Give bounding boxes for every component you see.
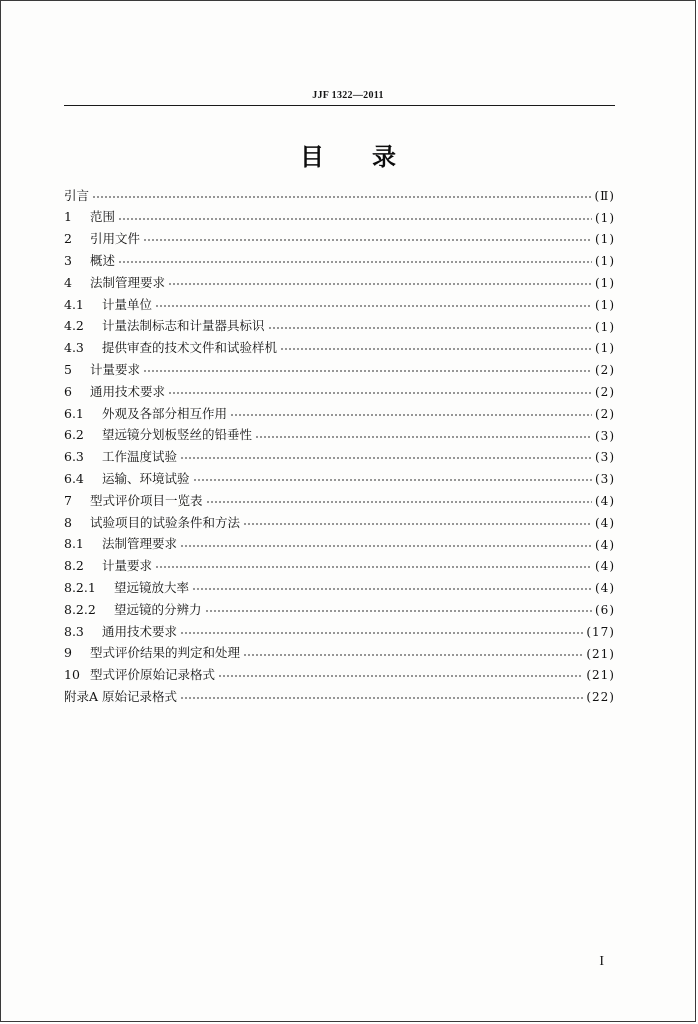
toc-entry[interactable] bbox=[64, 621, 615, 643]
toc-entry-number: 8.2 bbox=[64, 558, 84, 574]
dot-leader bbox=[243, 651, 583, 657]
toc-entry-number: 附录A bbox=[64, 688, 99, 704]
toc-entry-number: 6.3 bbox=[64, 449, 84, 465]
dot-leader bbox=[193, 476, 592, 482]
toc-entry-label bbox=[64, 320, 265, 333]
toc-entry-text: 计量要求 bbox=[90, 362, 141, 378]
toc-entry-number: 6 bbox=[64, 383, 72, 399]
toc-entry-page: (1) bbox=[595, 210, 615, 225]
toc-entry-text: 工作温度试验 bbox=[102, 449, 178, 465]
toc-entry-number: 4.3 bbox=[64, 340, 84, 356]
toc-entry-label bbox=[64, 383, 166, 399]
toc-entry-page: (Ⅱ) bbox=[594, 188, 615, 203]
toc-entry-text: 望远镜放大率 bbox=[114, 579, 190, 595]
toc-entry-page: (2) bbox=[595, 363, 615, 378]
toc-entry[interactable] bbox=[64, 207, 615, 229]
toc-entry[interactable] bbox=[64, 272, 615, 294]
toc-entry-label bbox=[64, 233, 140, 246]
toc-entry[interactable] bbox=[64, 447, 615, 469]
toc-entry-number: 4.1 bbox=[64, 296, 84, 312]
dot-leader bbox=[143, 367, 592, 373]
toc-entry-label bbox=[64, 342, 277, 355]
toc-entry-label bbox=[64, 623, 178, 639]
toc-entry-page: (6) bbox=[595, 603, 615, 618]
toc-entry-text: 型式评价原始记录格式 bbox=[90, 667, 216, 683]
dot-leader bbox=[180, 694, 583, 700]
toc-entry-number: 6.1 bbox=[64, 405, 84, 421]
toc-entry-number: 5 bbox=[64, 362, 72, 378]
toc-entry-label bbox=[64, 296, 153, 312]
toc-entry-page: (1) bbox=[595, 341, 615, 356]
toc-entry-page: (2) bbox=[595, 385, 615, 400]
toc-entry-page: (1) bbox=[595, 319, 615, 334]
toc-entry[interactable] bbox=[64, 534, 615, 556]
toc-entry[interactable] bbox=[64, 643, 615, 665]
toc-entry-number: 7 bbox=[64, 492, 72, 508]
toc-title-char-2: 录 bbox=[372, 143, 396, 171]
toc-entry-text: 通用技术要求 bbox=[102, 623, 178, 639]
toc-entry[interactable] bbox=[64, 556, 615, 578]
toc-entry-text: 引用文件 bbox=[90, 231, 141, 247]
dot-leader bbox=[155, 563, 592, 569]
dot-leader bbox=[118, 258, 592, 264]
toc-entry[interactable] bbox=[64, 490, 615, 512]
toc-entry[interactable] bbox=[64, 294, 615, 316]
dot-leader bbox=[143, 236, 592, 242]
toc-entry[interactable] bbox=[64, 686, 615, 708]
dot-leader bbox=[168, 389, 592, 395]
toc-title-char-1: 目 bbox=[300, 143, 324, 171]
toc-entry-page: (1) bbox=[595, 276, 615, 291]
toc-entry-label bbox=[64, 274, 166, 290]
toc-entry-label bbox=[64, 647, 240, 660]
toc-entry-text: 计量要求 bbox=[102, 558, 153, 574]
toc-entry-text: 外观及各部分相互作用 bbox=[102, 405, 228, 421]
toc-entry-label bbox=[64, 688, 178, 704]
toc-entry-text: 望远镜分划板竖丝的铅垂性 bbox=[102, 427, 253, 443]
toc-entry-page: (4) bbox=[595, 559, 615, 574]
toc-entry-page: (4) bbox=[595, 494, 615, 509]
toc-entry-text: 原始记录格式 bbox=[102, 688, 178, 704]
toc-entry-text: 提供审查的技术文件和试验样机 bbox=[102, 340, 278, 356]
toc-entry-label bbox=[64, 364, 140, 377]
toc-entry-label bbox=[64, 255, 115, 268]
toc-entry-page: (3) bbox=[595, 428, 615, 443]
toc-entry[interactable] bbox=[64, 381, 615, 403]
toc-entry-page: (3) bbox=[595, 472, 615, 487]
dot-leader bbox=[218, 672, 583, 678]
toc-entry-number: 8.2.2 bbox=[64, 601, 96, 617]
dot-leader bbox=[206, 498, 592, 504]
toc-entry-page: (4) bbox=[595, 581, 615, 596]
toc-entry-number: 8 bbox=[64, 514, 72, 530]
toc-entry-label bbox=[64, 538, 177, 551]
dot-leader bbox=[243, 520, 592, 526]
toc-title bbox=[1, 137, 695, 172]
toc-entry-text: 试验项目的试验条件和方法 bbox=[90, 514, 241, 530]
toc-entry-text: 法制管理要求 bbox=[90, 274, 166, 290]
toc-entry[interactable] bbox=[64, 359, 615, 381]
toc-entry-text: 概述 bbox=[90, 253, 116, 269]
dot-leader bbox=[280, 345, 592, 351]
dot-leader bbox=[180, 454, 592, 460]
toc-entry-number: 8.3 bbox=[64, 623, 84, 639]
dot-leader bbox=[205, 607, 592, 613]
toc-entry-label bbox=[64, 492, 203, 508]
toc-entry-number: 9 bbox=[64, 645, 72, 661]
toc-entry-page: (4) bbox=[595, 537, 615, 552]
toc-entry[interactable] bbox=[64, 316, 615, 338]
toc-entry-label bbox=[64, 601, 202, 617]
toc-entry-number: 6.4 bbox=[64, 471, 84, 486]
toc-entry-label bbox=[64, 514, 241, 530]
dot-leader bbox=[268, 324, 592, 330]
toc-entry-label bbox=[64, 579, 190, 595]
toc-entry-number: 3 bbox=[64, 253, 72, 269]
toc-entry-page: (17) bbox=[586, 624, 615, 639]
toc-entry-page: (2) bbox=[595, 406, 615, 421]
toc-entry-number: 4.2 bbox=[64, 318, 84, 334]
dot-leader bbox=[255, 433, 592, 439]
toc-entry-page: (21) bbox=[586, 668, 615, 683]
toc-entry-text: 型式评价项目一览表 bbox=[90, 492, 203, 508]
toc-entry-text: 望远镜的分辨力 bbox=[114, 601, 202, 617]
toc-entry-label bbox=[64, 451, 177, 464]
toc-entry[interactable] bbox=[64, 665, 615, 687]
toc-entry-number: 8.1 bbox=[64, 536, 84, 552]
toc-entry-label bbox=[64, 211, 115, 224]
toc-entry-page: (1) bbox=[595, 232, 615, 247]
toc-entry-label bbox=[64, 187, 90, 203]
toc-entry-page: (21) bbox=[586, 646, 615, 661]
toc-entry-page: (1) bbox=[595, 297, 615, 312]
toc-entry[interactable] bbox=[64, 512, 615, 534]
dot-leader bbox=[180, 542, 592, 548]
toc-entry-text: 范围 bbox=[90, 209, 116, 225]
table-of-contents bbox=[64, 185, 615, 708]
toc-entry-number: 8.2.1 bbox=[64, 579, 96, 595]
dot-leader bbox=[192, 585, 592, 591]
dot-leader bbox=[118, 215, 592, 221]
toc-entry-text: 通用技术要求 bbox=[90, 383, 166, 399]
toc-entry[interactable] bbox=[64, 425, 615, 447]
toc-entry[interactable] bbox=[64, 468, 615, 490]
toc-entry-page: (1) bbox=[595, 254, 615, 269]
toc-entry-number: 4 bbox=[64, 274, 72, 290]
toc-entry[interactable] bbox=[64, 229, 615, 251]
standard-code: JJF 1322—2011 bbox=[312, 90, 384, 101]
toc-entry-number: 6.2 bbox=[64, 427, 84, 443]
toc-entry-text: 计量法制标志和计量器具标识 bbox=[102, 318, 265, 334]
toc-entry-text: 计量单位 bbox=[102, 296, 153, 312]
dot-leader bbox=[168, 280, 592, 286]
header-rule bbox=[64, 105, 615, 106]
toc-entry-label bbox=[64, 473, 190, 486]
toc-entry-number: 1 bbox=[64, 209, 72, 225]
toc-entry-number: 10 bbox=[64, 667, 80, 683]
dot-leader bbox=[92, 193, 591, 199]
toc-entry-text: 型式评价结果的判定和处理 bbox=[90, 645, 241, 661]
toc-entry-page: (22) bbox=[586, 690, 615, 705]
toc-entry-label bbox=[64, 560, 152, 573]
toc-entry-text: 法制管理要求 bbox=[102, 536, 178, 552]
toc-entry[interactable] bbox=[64, 250, 615, 272]
dot-leader bbox=[230, 411, 592, 417]
toc-entry[interactable] bbox=[64, 338, 615, 360]
toc-entry-text: 引言 bbox=[64, 187, 90, 203]
dot-leader bbox=[180, 629, 583, 635]
toc-entry-label bbox=[64, 669, 215, 682]
toc-entry-text: 运输、环境试验 bbox=[102, 471, 190, 486]
toc-entry[interactable] bbox=[64, 185, 615, 207]
dot-leader bbox=[155, 302, 592, 308]
toc-entry[interactable] bbox=[64, 577, 615, 599]
toc-entry-page: (3) bbox=[595, 450, 615, 465]
page-number: I bbox=[599, 954, 604, 969]
toc-entry[interactable] bbox=[64, 403, 615, 425]
toc-entry[interactable] bbox=[64, 599, 615, 621]
toc-entry-page: (4) bbox=[595, 515, 615, 530]
toc-entry-label bbox=[64, 429, 252, 442]
toc-entry-number: 2 bbox=[64, 231, 72, 247]
toc-entry-label bbox=[64, 405, 228, 421]
